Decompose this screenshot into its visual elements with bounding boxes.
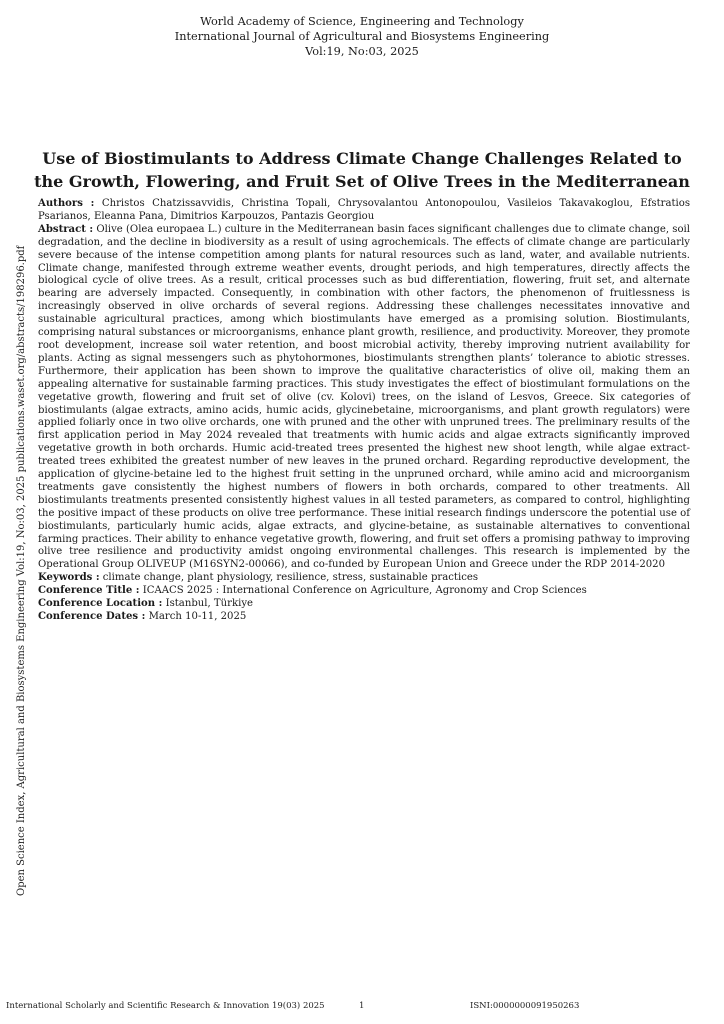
keywords-label: Keywords : xyxy=(38,572,100,584)
header-publisher: World Academy of Science, Engineering and Technology xyxy=(200,15,524,28)
header-journal: International Journal of Agricultural and Biosystems Engineering xyxy=(174,30,550,43)
conference-title-value: ICAACS 2025 : International Conference on Agriculture, Agronomy and Crop Sciences xyxy=(142,585,587,597)
footer-isni: ISNI:0000000091950263 xyxy=(470,1001,580,1011)
authors-value: Christos Chatzissavvidis, Christina Topali, Chrysovalantou Antonopoulou, Vasileios Takavakoglou, Efstratios Psarianos, Eleanna Pana, Dimitrios Karpouzos, Pantazis Georgiou xyxy=(38,198,691,222)
side-citation: Open Science Index, Agricultural and Biosystems Engineering Vol:19, No:03, 2025 publications.waset.org/abstracts/198296.pdf xyxy=(16,245,27,896)
keywords-value: climate change, plant physiology, resilience, stress, sustainable practices xyxy=(102,572,479,584)
abstract-text: Olive (Olea europaea L.) culture in the Mediterranean basin faces significant challenges due to climate change, soil degradation, and the decline in biodiversity as a result of using agrochemicals. The effects of climate change are particularly severe because of the intense competition among plants for natural resources such as land, water, and available nutrients. Climate change, manifested through extreme weather events, drought periods, and high temperatures, directly affects the biological cycle of olive trees. As a result, critical processes such as bud differentiation, flowering, fruit set, and alternate bearing are adversely impacted. Consequently, in combination with other factors, the phenomenon of fruitlessness is increasingly observed in olive orchards of several regions. Addressing these challenges necessitates innovative and sustainable agricultural practices, among which biostimulants have emerged as a promising solution. Biostimulants, comprising natural substances or microorganisms, enhance plant growth, resilience, and productivity. Moreover, they promote root development, increase soil water retention, and boost microbial activity, thereby improving nutrient availability for plants. Acting as signal messengers such as phytohormones, biostimulants strengthen plants’ tolerance to abiotic stresses. Furthermore, their application has been shown to improve the qualitative characteristics of olive oil, making them an appealing alternative for sustainable farming practices. This study investigates the effect of biostimulant formulations on the vegetative growth, flowering and fruit set of olive (cv. Kolovi) trees, on the island of Lesvos, Greece. Six categories of biostimulants (algae extracts, amino acids, humic acids, glycinebetaine, microorganisms, and plant growth regulators) were applied foliarly once in two olive orchards, one with pruned and the other with unpruned trees. The preliminary results of the first application period in May 2024 revealed that treatments with humic acids and algae extracts significantly improved vegetative growth in both orchards. Humic acid-treated trees presented the highest new shoot length, while algae extract-treated trees exhibited the greatest number of new leaves in the pruned orchard. Regarding reproductive development, the application of glycine-betaine led to the highest fruit setting in the unpruned orchard, while amino acid and microorganism treatments gave consistently the highest numbers of flowers in both orchards, compared to other treatments. All biostimulants treatments presented consistently highest values in all tested parameters, as compared to control, highlighting the positive impact of these products on olive tree performance. These initial research findings underscore the potential use of biostimulants, particularly humic acids, algae extracts, and glycine-betaine, as sustainable alternatives to conventional farming practices. Their ability to enhance vegetative growth, flowering, and fruit set offers a promising pathway to improving olive tree resilience and productivity amidst ongoing environmental challenges. This research is implemented by the Operational Group OLIVEUP (M16SYN2-00066), and co-funded by European Union and Greece under the RDP 2014-2020 xyxy=(38,223,690,571)
abstract-label: Abstract : xyxy=(38,223,94,235)
conference-dates-line xyxy=(38,611,690,624)
authors-label: Authors : xyxy=(38,198,95,209)
conference-location-value: Istanbul, Türkiye xyxy=(165,598,254,610)
footer-page-number: 1 xyxy=(359,1001,365,1011)
abstract-paragraph xyxy=(38,224,690,572)
footer-publisher: International Scholarly and Scientific Research & Innovation 19(03) 2025 xyxy=(6,1001,325,1011)
paper-title: Use of Biostimulants to Address Climate Change Challenges Related to the Growth, Flowering, and Fruit Set of Olive Trees in the Mediterranean xyxy=(34,149,690,191)
page-footer xyxy=(0,1001,724,1015)
keywords-line xyxy=(38,572,690,585)
header-volume: Vol:19, No:03, 2025 xyxy=(305,45,419,58)
conference-location-line xyxy=(38,598,690,611)
authors-line xyxy=(38,198,690,224)
abstract-body xyxy=(38,198,690,624)
journal-header xyxy=(0,14,724,59)
conference-dates-label: Conference Dates : xyxy=(38,611,146,622)
conference-title-label: Conference Title : xyxy=(38,585,140,597)
conference-dates-value: March 10-11, 2025 xyxy=(148,611,247,622)
conference-title-line xyxy=(38,585,690,598)
conference-location-label: Conference Location : xyxy=(38,598,163,610)
